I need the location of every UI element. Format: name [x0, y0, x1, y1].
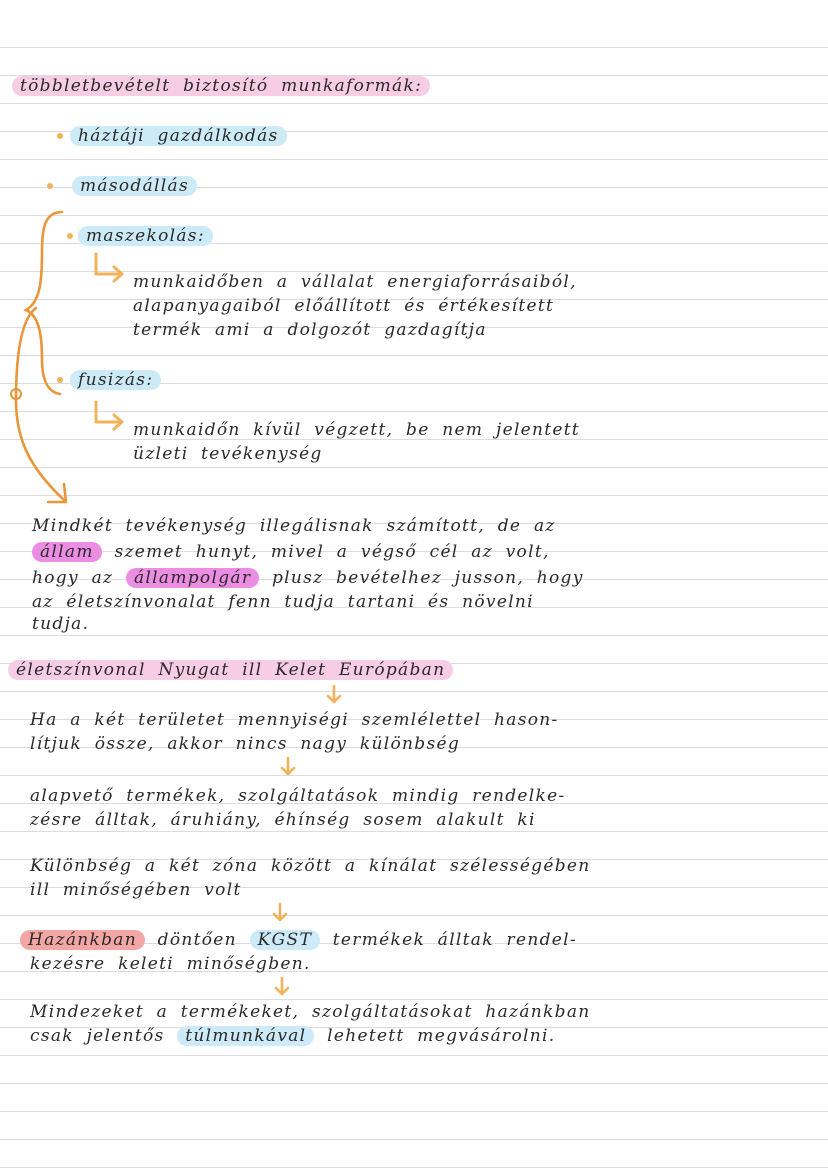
- chain-step-2-line-2: zésre álltak, áruhiány, éhínség sosem alakult ki: [30, 810, 536, 830]
- maszekolas-detail-line-1: munkaidőben a vállalat energiaforrásaiból,: [133, 272, 577, 292]
- paragraph-illegal-line-4: [32, 590, 534, 614]
- paragraph-text: lehetett megvásárolni.: [314, 1026, 556, 1046]
- down-arrow-icon: [278, 756, 298, 778]
- paragraph-text: az életszínvonalat fenn tudja tartani és növelni: [32, 592, 534, 612]
- form-item-label: másodállás: [72, 176, 197, 196]
- fusizas-detail-line-1: munkaidőn kívül végzett, be nem jelentett: [133, 420, 581, 440]
- chain-step-5-line-1: Mindezeket a termékeket, szolgáltatásokat hazánkban: [30, 1002, 591, 1022]
- form-item-label: háztáji gazdálkodás: [70, 126, 287, 146]
- chain-step-4-line-2: kezésre keleti minőségben.: [30, 954, 311, 974]
- paragraph-text: csak jelentős: [30, 1026, 178, 1046]
- form-item-label: fusizás:: [70, 370, 161, 390]
- heading-extra-income-text: többletbevételt biztosító munkaformák:: [12, 76, 430, 96]
- down-arrow-icon: [270, 902, 290, 924]
- chain-step-2-line-1: alapvető termékek, szolgáltatások mindig rendelke-: [30, 786, 566, 806]
- highlight-tulmunkaval: túlmunkával: [177, 1026, 314, 1046]
- heading-living-standard: [8, 658, 453, 682]
- bracket-connector-icon: [0, 0, 140, 520]
- maszekolas-detail-line-2: alapanyagaiból előállított és értékesített: [133, 296, 555, 316]
- paragraph-illegal-line-3: [32, 566, 584, 590]
- highlight-allam: állam: [32, 542, 102, 562]
- paragraph-text: plusz bevételhez jusson, hogy: [259, 568, 584, 588]
- paragraph-text: hogy az: [32, 568, 126, 588]
- paragraph-text: döntően: [144, 930, 250, 950]
- chain-step-3-line-1: Különbség a két zóna között a kínálat szélességében: [30, 856, 591, 876]
- paragraph-text: szemet hunyt, mivel a végső cél az volt,: [101, 542, 550, 562]
- maszekolas-detail-line-3: termék ami a dolgozót gazdagítja: [133, 320, 487, 340]
- heading-living-standard-text: életszínvonal Nyugat ill Kelet Európában: [8, 660, 453, 680]
- fusizas-detail-line-2: üzleti tevékenység: [133, 444, 323, 464]
- paragraph-text: Mindkét tevékenység illegálisnak számított, de az: [32, 516, 556, 536]
- highlight-kgst: KGST: [250, 930, 320, 950]
- paragraph-illegal-line-2: [32, 540, 550, 564]
- down-arrow-icon: [272, 976, 292, 998]
- chain-step-1-line-2: lítjuk össze, akkor nincs nagy különbség: [30, 734, 461, 754]
- chain-step-1-line-1: Ha a két területet mennyiségi szemlélettel hason-: [30, 710, 559, 730]
- highlight-hazankban: Hazánkban: [20, 930, 145, 950]
- form-item-label: maszekolás:: [78, 226, 213, 246]
- paragraph-text: tudja.: [32, 614, 90, 634]
- paragraph-text: termékek álltak rendel-: [320, 930, 577, 950]
- chain-step-5-line-2: [30, 1024, 555, 1048]
- down-arrow-icon: [324, 684, 344, 706]
- paragraph-illegal-line-1: [32, 514, 556, 538]
- paragraph-illegal-line-5: [32, 612, 89, 636]
- highlight-allampolgar: állampolgár: [126, 568, 259, 588]
- chain-step-4-line-1: [20, 928, 577, 952]
- chain-step-3-line-2: ill minőségében volt: [30, 880, 242, 900]
